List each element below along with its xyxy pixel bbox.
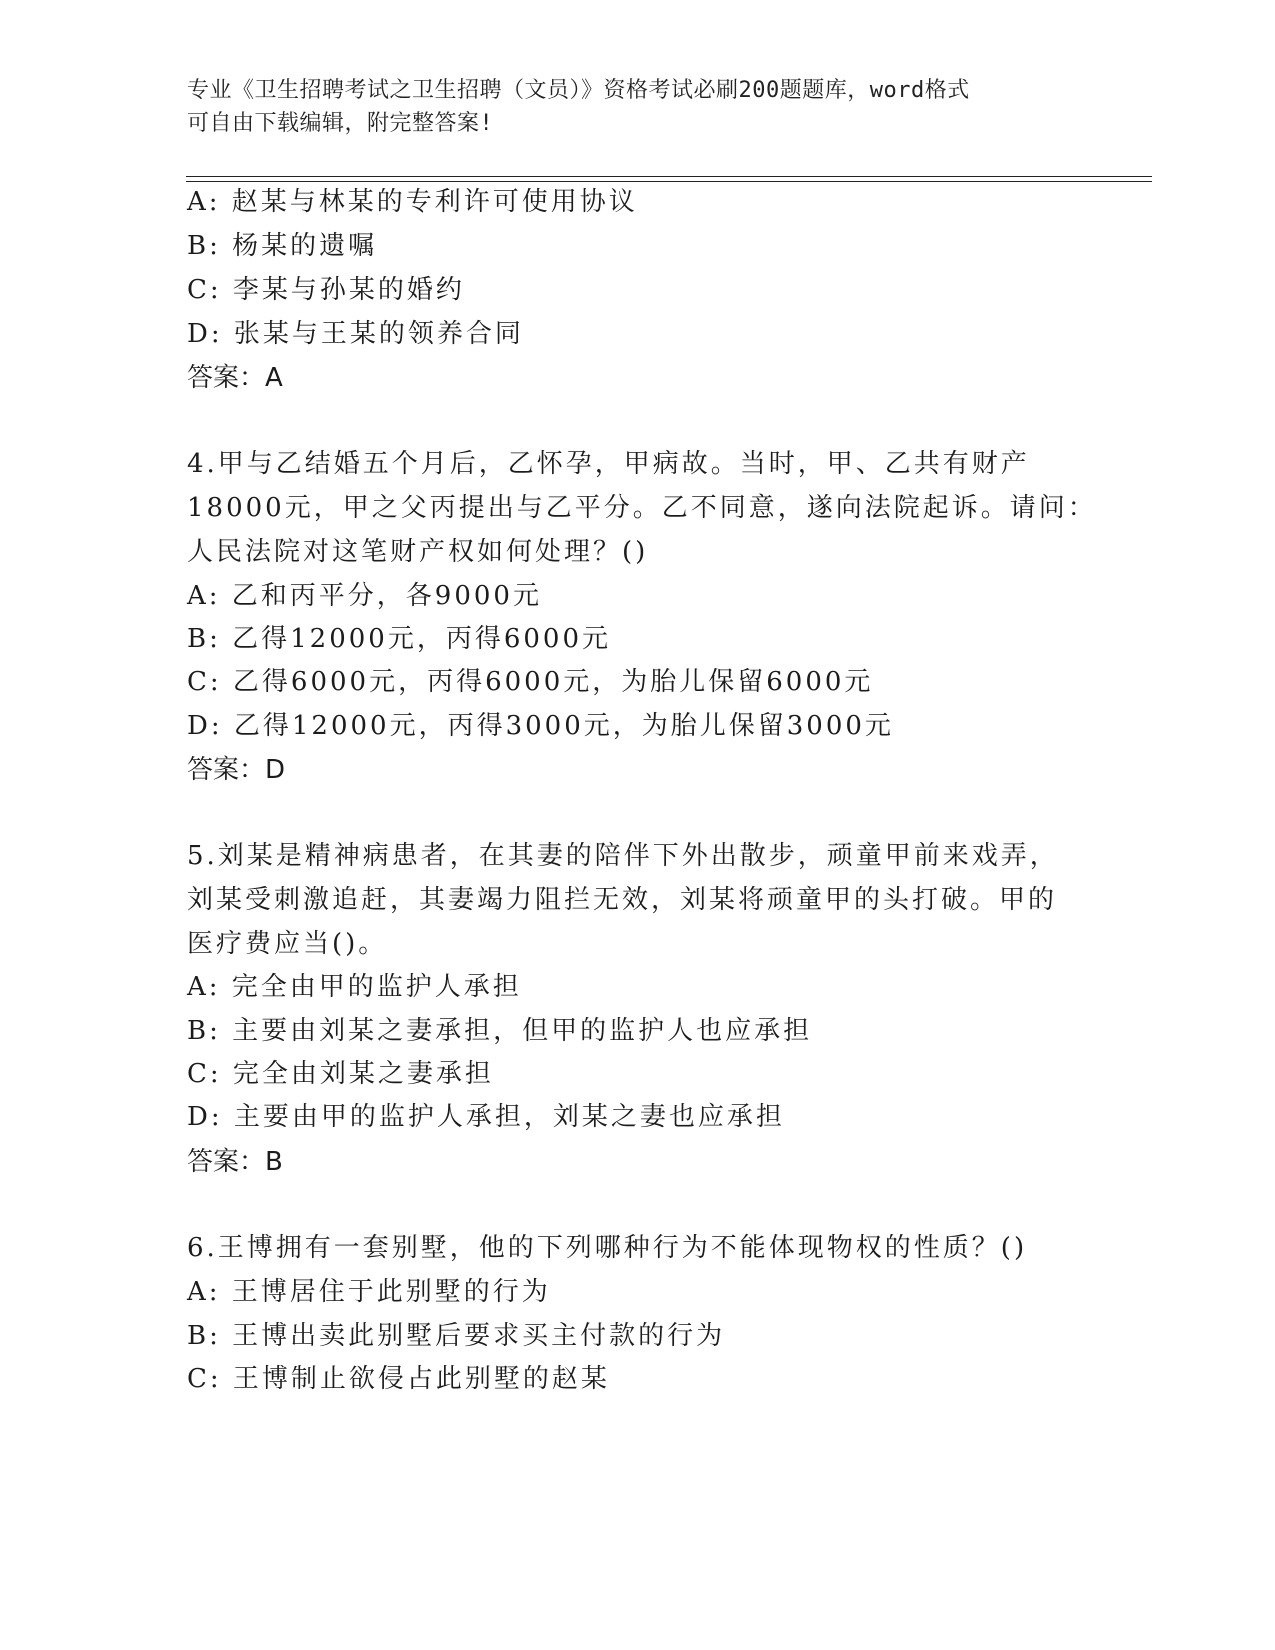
- question-stem-line: 4.甲与乙结婚五个月后，乙怀孕，甲病故。当时，甲、乙共有财产: [187, 449, 1030, 479]
- option-c: C: 王博制止欲侵占此别墅的赵某: [187, 1364, 610, 1394]
- option-b: B: 杨某的遗嘱: [187, 231, 378, 261]
- option-c: C: 乙得6000元，丙得6000元，为胎儿保留6000元: [187, 667, 874, 697]
- document-header: [187, 74, 1087, 140]
- option-d: D: 张某与王某的领养合同: [187, 319, 524, 349]
- header-divider-top: [186, 176, 1152, 177]
- option-a: A: 赵某与林某的专利许可使用协议: [187, 187, 638, 217]
- question-stem-line: 人民法院对这笔财产权如何处理？(): [187, 537, 649, 567]
- header-line-1: 专业《卫生招聘考试之卫生招聘（文员）》资格考试必刷200题题库，word格式: [187, 78, 970, 103]
- option-b: B: 主要由刘某之妻承担，但甲的监护人也应承担: [187, 1016, 813, 1046]
- question-stem-line: 6.王博拥有一套别墅，他的下列哪种行为不能体现物权的性质？(): [187, 1233, 1028, 1263]
- answer-label: 答案：B: [187, 1147, 283, 1177]
- option-d: D: 主要由甲的监护人承担，刘某之妻也应承担: [187, 1102, 785, 1132]
- answer-label: 答案：A: [187, 363, 283, 393]
- option-a: A: 乙和丙平分，各9000元: [187, 581, 542, 611]
- option-c: C: 完全由刘某之妻承担: [187, 1059, 494, 1089]
- header-line-2: 可自由下载编辑，附完整答案!: [187, 111, 494, 136]
- question-stem-line: 医疗费应当()。: [187, 929, 388, 959]
- option-c: C: 李某与孙某的婚约: [187, 275, 465, 305]
- question-stem-line: 18000元，甲之父丙提出与乙平分。乙不同意，遂向法院起诉。请问：: [187, 493, 1097, 523]
- option-b: B: 王博出卖此别墅后要求买主付款的行为: [187, 1321, 726, 1351]
- question-stem-line: 刘某受刺激追赶，其妻竭力阻拦无效，刘某将顽童甲的头打破。甲的: [187, 885, 1058, 915]
- answer-label: 答案：D: [187, 755, 286, 785]
- option-d: D: 乙得12000元，丙得3000元，为胎儿保留3000元: [187, 711, 894, 741]
- option-b: B: 乙得12000元，丙得6000元: [187, 624, 612, 654]
- header-divider-bottom: [186, 181, 1152, 182]
- option-a: A: 完全由甲的监护人承担: [187, 972, 522, 1002]
- option-a: A: 王博居住于此别墅的行为: [187, 1277, 551, 1307]
- question-stem-line: 5.刘某是精神病患者，在其妻的陪伴下外出散步，顽童甲前来戏弄，: [187, 841, 1059, 871]
